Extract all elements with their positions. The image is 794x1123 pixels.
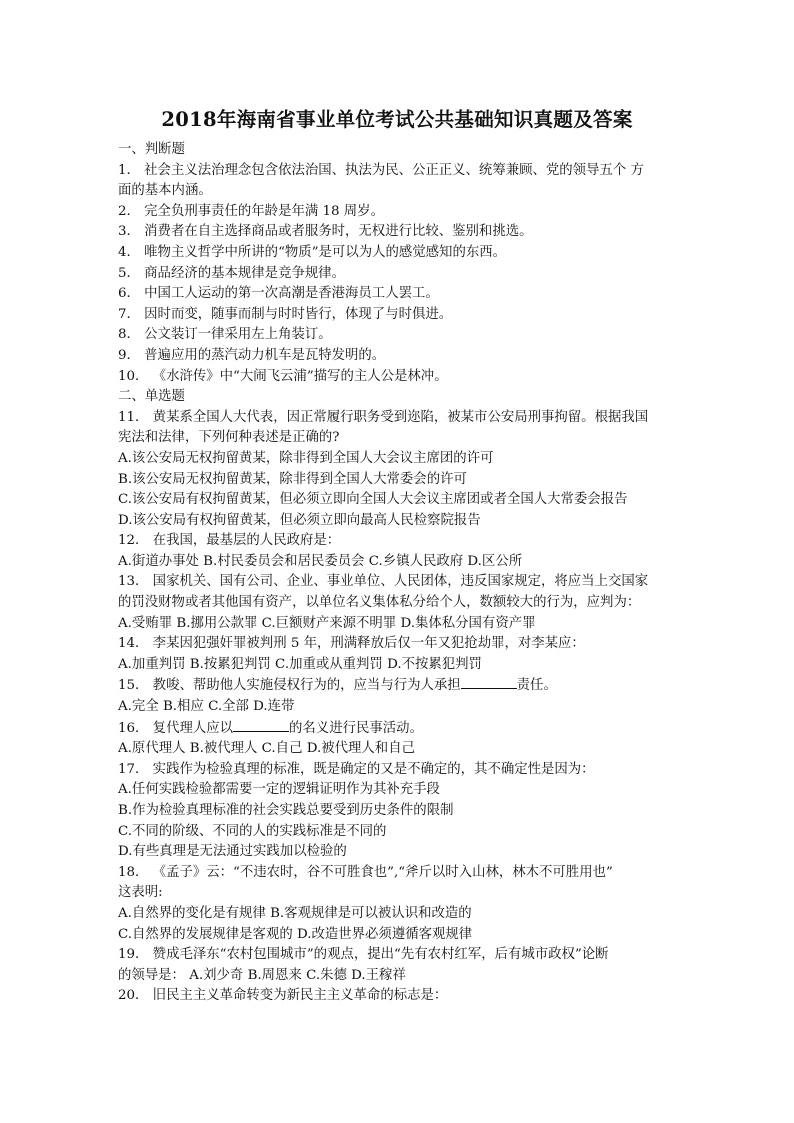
option-line: D.有些真理是无法通过实践加以检验的 [118,844,347,860]
question-line: 8． 公文装订一律采用左上角装订。 [118,327,332,343]
option-line: A.加重判罚 B.按累犯判罚 C.加重或从重判罚 D.不按累犯判罚 [118,656,482,672]
question-text: 16． 复代理人应以 [118,720,234,736]
fill-blank [461,675,517,689]
question-line: 19． 赞成毛泽东“农村包围城市”的观点，提出“先有农村红军，后有城市政权”论断 [118,947,609,963]
option-line: C.不同的阶级、不同的人的实践标准是不同的 [118,823,387,839]
question-text: 15． 教唆、帮助他人实施侵权行为的，应当与行为人承担 [118,678,461,694]
question-line-with-blank [118,718,688,740]
option-line: A.原代理人 B.被代理人 C.自己 D.被代理人和自己 [118,741,415,757]
question-text-suffix: 的名义进行民事活动。 [289,720,423,736]
question-line: 这表明: [118,885,163,901]
option-line: A.任何实践检验都需要一定的逻辑证明作为其补充手段 [118,782,440,798]
question-line: 宪法和法律，下列何种表述是正确的? [118,430,340,446]
question-line: 14． 李某因犯强奸罪被判刑 5 年，刑满释放后仅一年又犯抢劫罪，对李某应： [118,636,585,652]
option-line: B.该公安局无权拘留黄某，除非得到全国人大常委会的许可 [118,471,467,487]
option-line: A.受贿罪 B.挪用公款罪 C.巨额财产来源不明罪 D.集体私分国有资产罪 [118,615,536,631]
question-text-suffix: 责任。 [516,678,557,694]
document-body [118,140,688,1007]
page-title: 2018年海南省事业单位考试公共基础知识真题及答案 [161,108,633,131]
option-line: D.该公安局有权拘留黄某，但必须立即向最高人民检察院报告 [118,512,481,528]
question-line: 18． 《孟子》云：“不违农时，谷不可胜食也”,“斧斤以时入山林，林木不可胜用也” [118,864,613,880]
option-line: A.街道办事处 B.村民委员会和居民委员会 C.乡镇人民政府 D.区公所 [118,553,523,569]
question-line: 的领导是： A.刘少奇 B.周恩来 C.朱德 D.王稼祥 [118,967,406,983]
question-line: 1． 社会主义法治理念包含依法治国、执法为民、公正正义、统筹兼顾、党的领导五个 方 [118,162,644,178]
question-line: 5． 商品经济的基本规律是竞争规律。 [118,265,346,281]
question-line-with-blank [118,675,688,697]
option-line: B.作为检验真理标准的社会实践总要受到历史条件的限制 [118,803,454,818]
question-line: 20． 旧民主主义革命转变为新民主主义革命的标志是： [118,988,448,1004]
option-line: A.自然界的变化是有规律 B.客观规律是可以被认识和改造的 [118,905,472,921]
section-heading-judgment: 一、判断题 [118,142,185,157]
question-line: 的罚没财物或者其他国有资产，以单位名义集体私分给个人，数额较大的行为，应判为： [118,595,641,611]
option-line: A.该公安局无权拘留黄某，除非得到全国人大会议主席团的许可 [118,450,494,466]
question-line: 12． 在我国，最基层的人民政府是： [118,533,341,549]
question-line: 7． 因时而变，随事而制与时时皆行，体现了与时俱进。 [118,306,453,322]
question-line: 2． 完全负刑事责任的年龄是年满 18 周岁。 [118,203,384,219]
question-line: 6． 中国工人运动的第一次高潮是香港海员工人罢工。 [118,286,439,302]
question-line: 9． 普遍应用的蒸汽动力机车是瓦特发明的。 [118,347,386,363]
question-line: 面的基本内涵。 [118,183,212,199]
option-line: C.自然界的发展规律是客观的 D.改造世界必须遵循客观规律 [118,926,473,942]
question-line: 17． 实践作为检验真理的标准，既是确定的又是不确定的，其不确定性是因为： [118,761,595,777]
question-line: 11． 黄某系全国人大代表，因正常履行职务受到迩陷，被某市公安局刑事拘留。根据我国 [118,409,649,425]
question-line: 13． 国家机关、国有公司、企业、事业单位、人民团体，违反国家规定，将应当上交国家 [118,574,649,590]
question-line: 4． 唯物主义哲学中所讲的“物质”是可以为人的感觉感知的东西。 [118,244,507,260]
question-line: 10． 《水浒传》中“大闹飞云浦”描写的主人公是林冲。 [118,368,448,384]
fill-blank [233,718,289,732]
option-line: A.完全 B.相应 C.全部 D.连带 [118,699,295,715]
section-heading-single-choice: 二、单选题 [118,389,185,405]
question-line: 3． 消费者在自主选择商品或者服务时，无权进行比较、鉴别和挑选。 [118,224,533,240]
option-line: C.该公安局有权拘留黄某，但必须立即向全国人大会议主席团或者全国人大常委会报告 [118,492,628,508]
